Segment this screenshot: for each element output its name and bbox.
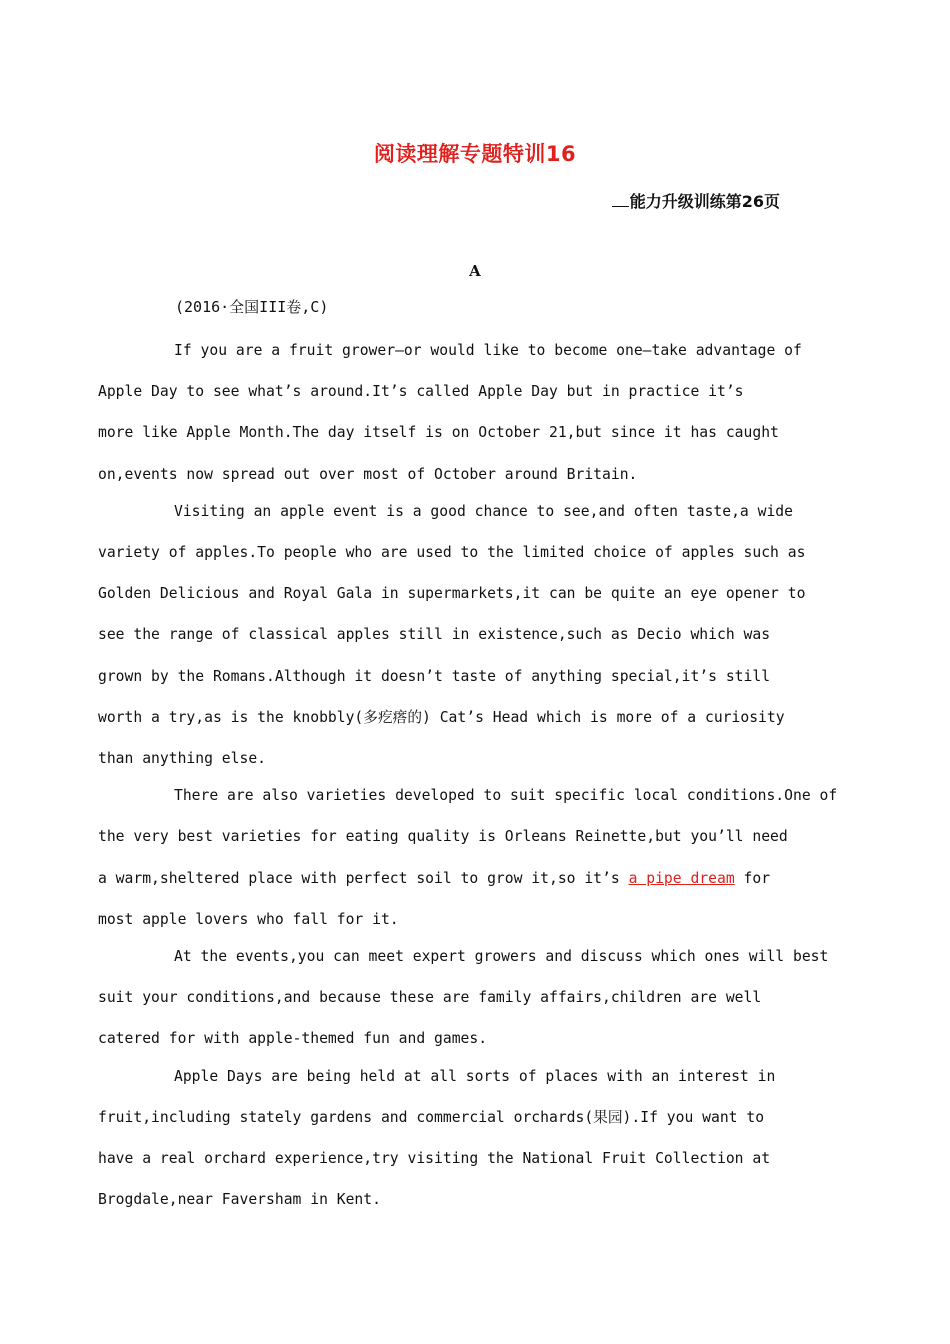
text-line: fruit,including stately gardens and commercial orchards(果园).If you want to	[98, 1108, 765, 1126]
page-subtitle	[612, 189, 780, 212]
text-line: more like Apple Month.The day itself is on October 21,but since it has caught	[98, 424, 779, 442]
paragraph-1	[98, 330, 812, 495]
paragraph-4	[98, 936, 829, 1060]
section-label: A	[469, 262, 481, 280]
text-line: grown by the Romans.Although it doesn’t taste of anything special,it’s still	[98, 667, 771, 685]
text-line: see the range of classical apples still in existence,such as Decio which was	[98, 626, 771, 644]
text-line: There are also varieties developed to suit specific local conditions.One of	[174, 787, 838, 805]
passage-body	[98, 330, 838, 1216]
text-line: Apple Days are being held at all sorts of places with an interest in	[174, 1067, 776, 1085]
paragraph-5	[98, 1056, 812, 1221]
text-line: worth a try,as is the knobbly(多疙瘩的) Cat’s Head which is more of a curiosity	[98, 708, 785, 726]
text-line: most apple lovers who fall for it.	[98, 910, 399, 928]
text-line: than anything else.	[98, 750, 267, 768]
text-line: Visiting an apple event is a good chance to see,and often taste,a wide	[174, 502, 793, 520]
text-line: suit your conditions,and because these are family affairs,children are well	[98, 989, 762, 1007]
text-segment: for	[734, 869, 771, 887]
text-line	[98, 858, 812, 899]
text-line: variety of apples.To people who are used to the limited choice of apples such as	[98, 544, 806, 562]
text-line: At the events,you can meet expert growers and discuss which ones will best	[174, 948, 829, 966]
text-line: have a real orchard experience,try visiting the National Fruit Collection at	[98, 1150, 771, 1168]
text-line: Brogdale,near Faversham in Kent.	[98, 1191, 381, 1209]
blank-underline	[612, 206, 629, 207]
text-line: If you are a fruit grower—or would like to become one—take advantage of	[174, 342, 802, 359]
section-source: (2016·全国III卷,C)	[175, 298, 329, 316]
text-line: Apple Day to see what’s around.It’s called Apple Day but in practice it’s	[98, 383, 744, 401]
subtitle-text: 能力升级训练第26页	[629, 192, 780, 211]
text-line: Golden Delicious and Royal Gala in supermarkets,it can be quite an eye opener to	[98, 585, 806, 603]
paragraph-3	[98, 775, 838, 940]
text-line: the very best varieties for eating quality is Orleans Reinette,but you’ll need	[98, 828, 788, 846]
highlighted-phrase: a pipe dream	[628, 869, 735, 887]
text-segment: a warm,sheltered place with perfect soil to grow it,so it’s	[98, 869, 629, 887]
paragraph-2	[98, 491, 812, 779]
text-line: catered for with apple-themed fun and games.	[98, 1030, 488, 1048]
text-line: on,events now spread out over most of October around Britain.	[98, 465, 638, 483]
page-title: 阅读理解专题特训16	[373, 142, 577, 166]
